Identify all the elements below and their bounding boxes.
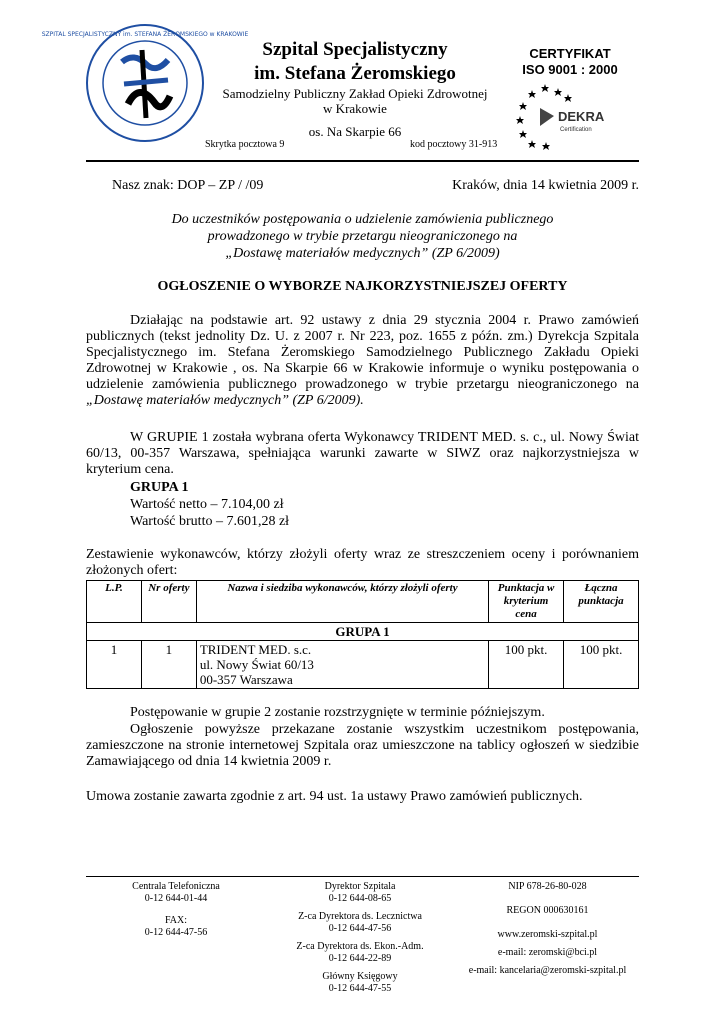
deputy-admin-phone: 0-12 644-22-89	[328, 953, 392, 964]
paragraph-legal-basis-text: Działając na podstawie art. 92 ustawy z dnia 29 stycznia 2004 r. Prawo zamówień publicznych (tekst jednolity Dz. U. z 2007 r. Nr 223, poz. 1655 z późn. zm.) Dyrekcja Szpitala Specjalistycznego im. Stefana Żeromskiego Samodzielnego Publicznego Zakładu Opieki Zdrowotnej w Krakowie , os. Na Skarpie 66 w Krakowie informuje o wyniku postępowania o udzielenie zamówienia publicznego prowadzonego w trybie przetargu nieograniczonego na	[86, 313, 639, 392]
tender-name: „Dostawę materiałów medycznych” (ZP 6/2009).	[86, 393, 364, 408]
header-total-score: Łączna punktacja	[564, 581, 639, 623]
cell-contractor	[196, 641, 488, 689]
contractor-name: TRIDENT MED. s.c.	[199, 642, 312, 657]
email-link-2[interactable]: e-mail: kancelaria@zeromski-szpital.pl	[468, 965, 627, 976]
director-label: Dyrektor Szpitala	[324, 881, 396, 892]
header-lp: L.P.	[87, 581, 142, 623]
group-row-label: GRUPA 1	[87, 623, 639, 641]
paragraph-selected-offer	[86, 430, 639, 478]
addressee-line1: Do uczestników postępowania o udzielenie zamówienia publicznego	[171, 212, 554, 227]
paragraph-selected-offer-text: W GRUPIE 1 została wybrana oferta Wykonawcy TRIDENT MED. s. c., ul. Nowy Świat 60/13, 00-357 Warszawa, spełniająca warunki zawarte w SIWZ oraz najkorzystniejsza w kryterium cena.	[86, 430, 639, 477]
footer-divider	[86, 876, 639, 877]
net-value: Wartość netto – 7.104,00 zł	[130, 497, 284, 512]
hospital-logo	[41, 22, 249, 144]
footer-col-registry	[455, 881, 640, 977]
hospital-address: os. Na Skarpie 66	[308, 124, 402, 139]
hospital-subtitle-line2: w Krakowie	[323, 101, 387, 116]
contractor-street: ul. Nowy Świat 60/13	[199, 657, 314, 672]
cell-price-score: 100 pkt.	[489, 641, 564, 689]
website-link[interactable]: www.zeromski-szpital.pl	[497, 929, 598, 940]
fax-number: 0-12 644-47-56	[144, 927, 208, 938]
email-link-1[interactable]: e-mail: zeromski@bci.pl	[497, 947, 598, 958]
deputy-admin-label: Z-ca Dyrektora ds. Ekon.-Adm.	[296, 941, 424, 952]
addressee-line3: „Dostawę materiałów medycznych” (ZP 6/2009)	[225, 246, 500, 261]
dekra-sub: Certification	[560, 127, 592, 133]
closing-publication-text: Ogłoszenie powyższe przekazane zostanie wszystkim uczestnikom postępowania, zamieszczone na stronie internetowej Szpitala oraz umieszczone na tablicy ogłoszeń w siedzibie Zamawiającego od dnia 14 kwietnia 2009 r.	[86, 722, 639, 769]
paragraph-legal-basis	[86, 313, 639, 409]
table-group-row	[87, 623, 639, 641]
director-phone: 0-12 644-08-65	[328, 893, 392, 904]
offers-table	[86, 580, 639, 689]
group-label: GRUPA 1	[130, 480, 189, 495]
our-reference: Nasz znak: DOP – ZP / /09	[112, 178, 264, 193]
closing-publication	[86, 722, 639, 770]
regon: REGON 000630161	[506, 905, 589, 916]
logo-ring-text: SZPITAL SPECJALISTYCZNY im. STEFANA ŻEROMSKIEGO w KRAKOWIE	[41, 31, 249, 38]
dekra-name: DEKRA	[558, 109, 605, 124]
chief-accountant-phone: 0-12 644-47-55	[328, 983, 392, 994]
footer-col-phone	[96, 881, 256, 939]
cell-offer-no: 1	[141, 641, 196, 689]
header-contractor: Nazwa i siedziba wykonawców, którzy złożyli oferty	[196, 581, 488, 623]
header-price-score: Punktacja w kryterium cena	[489, 581, 564, 623]
summary-intro: Zestawienie wykonawców, którzy złożyli oferty wraz ze streszczeniem oceny i porównaniem złożonych ofert:	[86, 547, 639, 578]
cell-total-score: 100 pkt.	[564, 641, 639, 689]
table-row	[87, 641, 639, 689]
hospital-name-line1: Szpital Specjalistyczny	[262, 39, 448, 60]
gross-value: Wartość brutto – 7.601,28 zł	[130, 514, 290, 529]
addressee-line2: prowadzonego w trybie przetargu nieograniczonego na	[207, 229, 518, 244]
switchboard-number: 0-12 644-01-44	[144, 893, 208, 904]
table-header-row	[87, 581, 639, 623]
hospital-subtitle-line1: Samodzielny Publiczny Zakład Opieki Zdrowotnej	[222, 86, 488, 101]
hospital-name-line2: im. Stefana Żeromskiego	[254, 63, 456, 84]
closing-group2: Postępowanie w grupie 2 zostanie rozstrzygnięte w terminie późniejszym.	[130, 705, 545, 720]
switchboard-label: Centrala Telefoniczna	[132, 881, 220, 892]
deputy-medical-phone: 0-12 644-47-56	[328, 923, 392, 934]
cert-label: CERTYFIKAT	[529, 46, 611, 61]
nip: NIP 678-26-80-028	[508, 881, 587, 892]
closing-contract: Umowa zostanie zawarta zgodnie z art. 94 ust. 1a ustawy Prawo zamówień publicznych.	[86, 789, 583, 804]
place-date: Kraków, dnia 14 kwietnia 2009 r.	[452, 178, 639, 193]
header-divider	[86, 160, 639, 162]
cell-lp: 1	[87, 641, 142, 689]
footer-col-directors	[275, 881, 445, 995]
po-box: Skrytka pocztowa 9	[205, 139, 285, 150]
chief-accountant-label: Główny Księgowy	[322, 971, 398, 982]
contractor-city: 00-357 Warszawa	[199, 672, 293, 687]
deputy-medical-label: Z-ca Dyrektora ds. Lecznictwa	[298, 911, 422, 922]
dekra-logo	[510, 80, 610, 150]
fax-label: FAX:	[164, 915, 188, 926]
iso-label: ISO 9001 : 2000	[522, 62, 618, 77]
postal-code: kod pocztowy 31-913	[410, 139, 498, 150]
announcement-heading: OGŁOSZENIE O WYBORZE NAJKORZYSTNIEJSZEJ OFERTY	[157, 279, 568, 294]
header-offer-no: Nr oferty	[141, 581, 196, 623]
